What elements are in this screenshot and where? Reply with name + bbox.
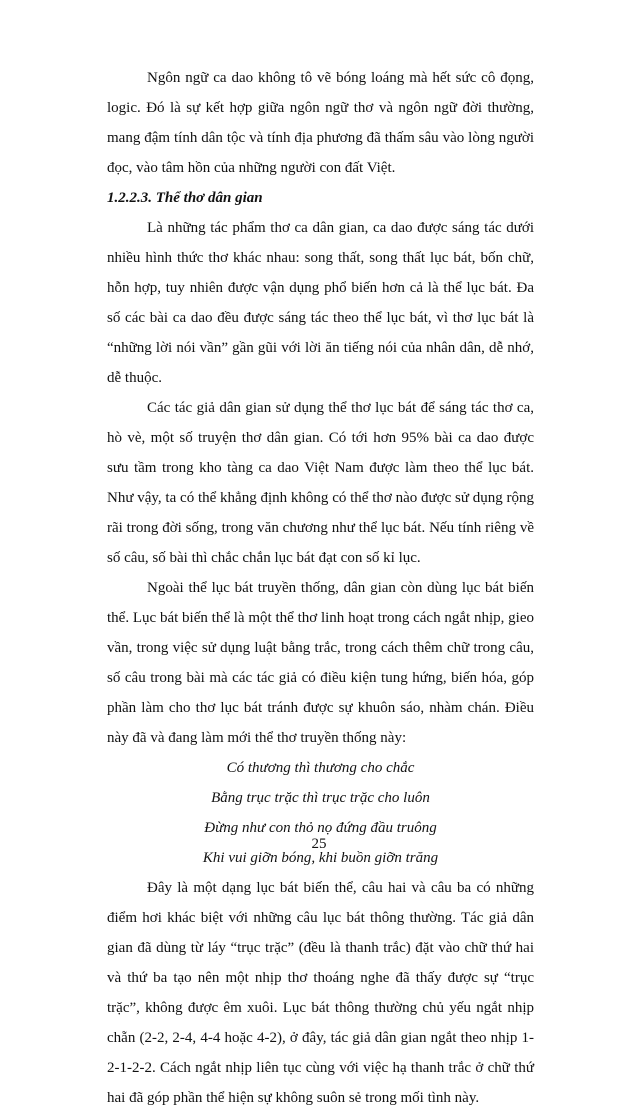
- poem-line-2: Bằng trục trặc thì trục trặc cho luôn: [211, 790, 430, 806]
- poem-line-1: Có thương thì thương cho chắc: [226, 760, 415, 776]
- paragraph-forms: Là những tác phẩm thơ ca dân gian, ca dao được sáng tác dưới nhiều hình thức thơ khác nhau: song thất, song thất lục bát, bốn chữ, hỗn hợp, tuy nhiên được vận dụng phổ biến hơn cả là thể lục bát. Đa số các bài ca dao đều được sáng tác theo thể lục bát, vì thơ lục bát là “những lời nói vần” gần gũi với lời ăn tiếng nói của nhân dân, dễ nhớ, dễ thuộc.: [107, 220, 534, 386]
- paragraph-analysis: Đây là một dạng lục bát biến thể, câu hai và câu ba có những điểm hơi khác biệt với những câu lục bát thông thường. Tác giả dân gian đã dùng từ láy “trục trặc” (đều là thanh trắc) đặt vào chữ thứ hai và thứ ba tạo nên một nhịp thơ thoáng nghe đã thấy được sự “trục trặc”, không được êm xuôi. Lục bát thông thường chủ yếu ngắt nhịp chẵn (2-2, 2-4, 4-4 hoặc 4-2), ở đây, tác giả dân gian ngắt theo nhịp 1-2-1-2-2. Cách ngắt nhịp liên tục cùng với việc hạ thanh trắc ở chữ thứ hai đã góp phần thể hiện sự không suôn sẻ trong mối tình này.: [107, 880, 534, 1106]
- paragraph-language: Ngôn ngữ ca dao không tô vẽ bóng loáng mà hết sức cô đọng, logic. Đó là sự kết hợp giữa ngôn ngữ thơ và ngôn ngữ đời thường, mang đậm tính dân tộc và tính địa phương đã thấm sâu vào lòng người đọc, vào tâm hồn của những người con đất Việt.: [107, 70, 534, 176]
- poem-line-4: Khi vui giỡn bóng, khi buồn giỡn trăng: [202, 850, 439, 866]
- page-number: 25: [311, 836, 327, 852]
- poem-line-3: Đừng như con thỏ nọ đứng đầu truông: [204, 820, 437, 836]
- page-body: [107, 63, 534, 1113]
- paragraph-luc-bat: Các tác giả dân gian sử dụng thể thơ lục bát để sáng tác thơ ca, hò vè, một số truyện thơ dân gian. Có tới hơn 95% bài ca dao được sưu tầm trong kho tàng ca dao Việt Nam được làm theo thể lục bát. Như vậy, ta có thể khẳng định không có thể thơ nào được sử dụng rộng rãi trong đời sống, trong văn chương như thể lục bát. Nếu tính riêng về số câu, số bài thì chắc chắn lục bát đạt con số kỉ lục.: [107, 400, 534, 566]
- poem-quote: [107, 753, 534, 873]
- section-heading: 1.2.2.3. Thể thơ dân gian: [107, 190, 263, 206]
- paragraph-variant: Ngoài thể lục bát truyền thống, dân gian còn dùng lục bát biến thể. Lục bát biến thể là một thể thơ linh hoạt trong cách ngắt nhịp, gieo vần, trong việc sử dụng luật bằng trắc, trong cách thêm chữ trong câu, số câu trong bài mà các tác giả có điều kiện tung hứng, biến hóa, góp phần làm cho thơ lục bát tránh được sự khuôn sáo, nhàm chán. Điều này đã và đang làm mới thể thơ truyền thống này:: [107, 580, 534, 746]
